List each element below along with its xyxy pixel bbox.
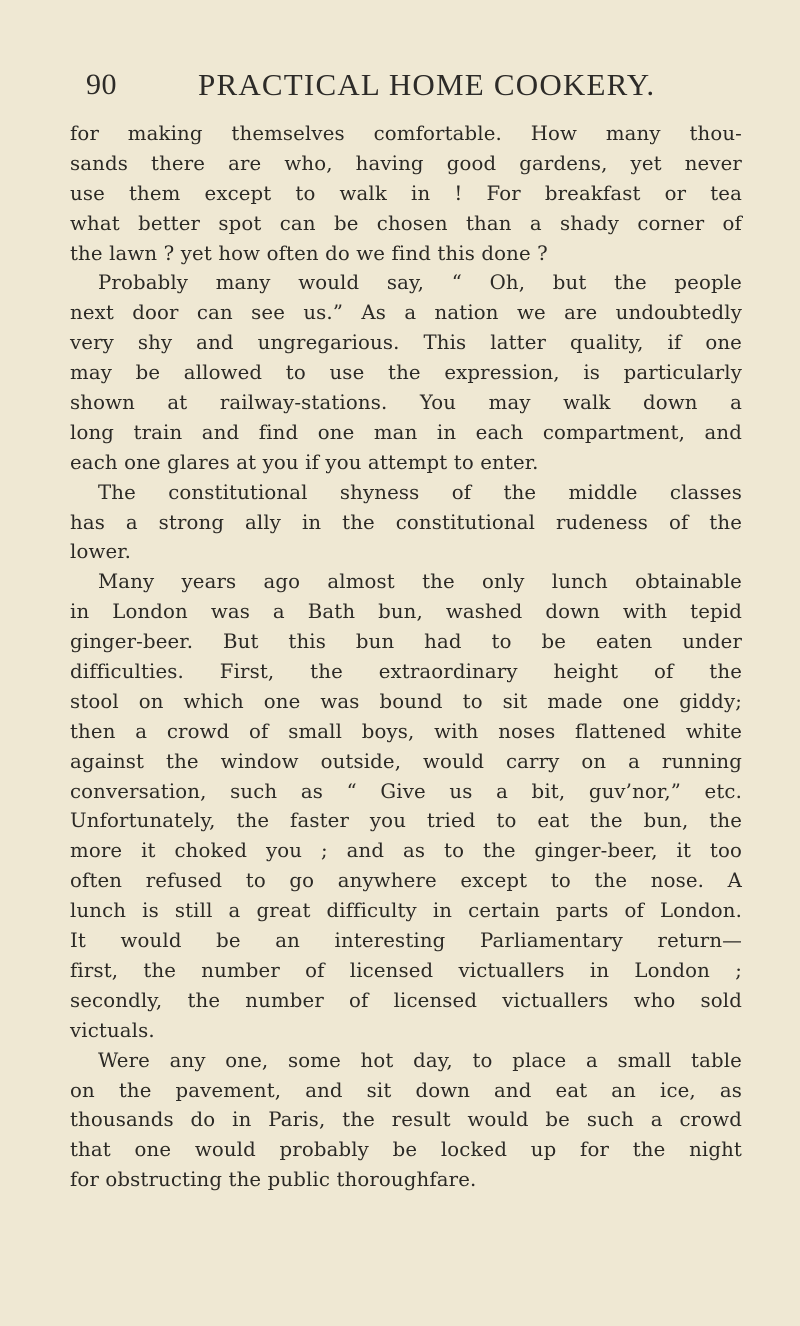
page-header <box>86 62 746 108</box>
text-line: long train and find one man in each compartment, and <box>70 420 742 444</box>
text-line: first, the number of licensed victuallers in London ; <box>70 958 742 982</box>
text-line: The constitutional shyness of the middle classes <box>98 480 742 504</box>
text-line: very shy and ungregarious. This latter quality, if one <box>70 331 742 355</box>
running-head: PRACTICAL HOME COOKERY. <box>198 67 656 102</box>
body-text <box>70 119 742 1195</box>
text-line: in London was a Bath bun, washed down with tepid <box>70 600 742 624</box>
text-line: on the pavement, and sit down and eat an ice, as <box>70 1078 742 1102</box>
text-line: more it choked you ; and as to the ginger-beer, it too <box>70 839 742 863</box>
text-line: for making themselves comfortable. How many thou- <box>70 122 742 145</box>
text-line: for obstructing the public thoroughfare. <box>70 1168 477 1192</box>
text-line: difficulties. First, the extraordinary height of the <box>70 660 742 684</box>
text-line: victuals. <box>70 1018 155 1042</box>
text-line: Probably many would say, “ Oh, but the people <box>98 271 742 295</box>
text-line: stool on which one was bound to sit made one giddy; <box>70 689 742 713</box>
text-line: may be allowed to use the expression, is particularly <box>70 361 742 385</box>
page-number: 90 <box>86 68 117 101</box>
text-line: then a crowd of small boys, with noses flattened white <box>70 719 742 743</box>
text-line: It would be an interesting Parliamentary return— <box>70 929 742 953</box>
text-line: often refused to go anywhere except to the nose. A <box>70 869 742 893</box>
text-line: thousands do in Paris, the result would be such a crowd <box>70 1108 742 1132</box>
text-line: secondly, the number of licensed victuallers who sold <box>70 988 742 1012</box>
text-line: shown at railway-stations. You may walk down a <box>70 391 742 415</box>
text-line: each one glares at you if you attempt to enter. <box>70 450 539 474</box>
text-line: that one would probably be locked up for the night <box>70 1138 742 1162</box>
text-line: next door can see us.” As a nation we are undoubtedly <box>70 301 742 325</box>
text-line: Were any one, some hot day, to place a small table <box>98 1048 742 1072</box>
text-line: Many years ago almost the only lunch obtainable <box>98 570 742 594</box>
text-line: Unfortunately, the faster you tried to eat the bun, the <box>70 809 742 833</box>
text-line: what better spot can be chosen than a shady corner of <box>70 211 742 235</box>
text-line: sands there are who, having good gardens, yet never <box>70 151 742 175</box>
text-line: lower. <box>70 540 132 564</box>
text-line: ginger-beer. But this bun had to be eaten under <box>70 630 742 654</box>
text-line: against the window outside, would carry on a running <box>70 749 742 773</box>
text-line: conversation, such as “ Give us a bit, guv’nor,” etc. <box>70 779 742 803</box>
text-line: the lawn ? yet how often do we find this done ? <box>70 241 548 265</box>
text-line: has a strong ally in the constitutional rudeness of the <box>70 510 742 534</box>
text-line: use them except to walk in ! For breakfast or tea <box>70 181 742 205</box>
text-line: lunch is still a great difficulty in certain parts of London. <box>70 899 742 923</box>
